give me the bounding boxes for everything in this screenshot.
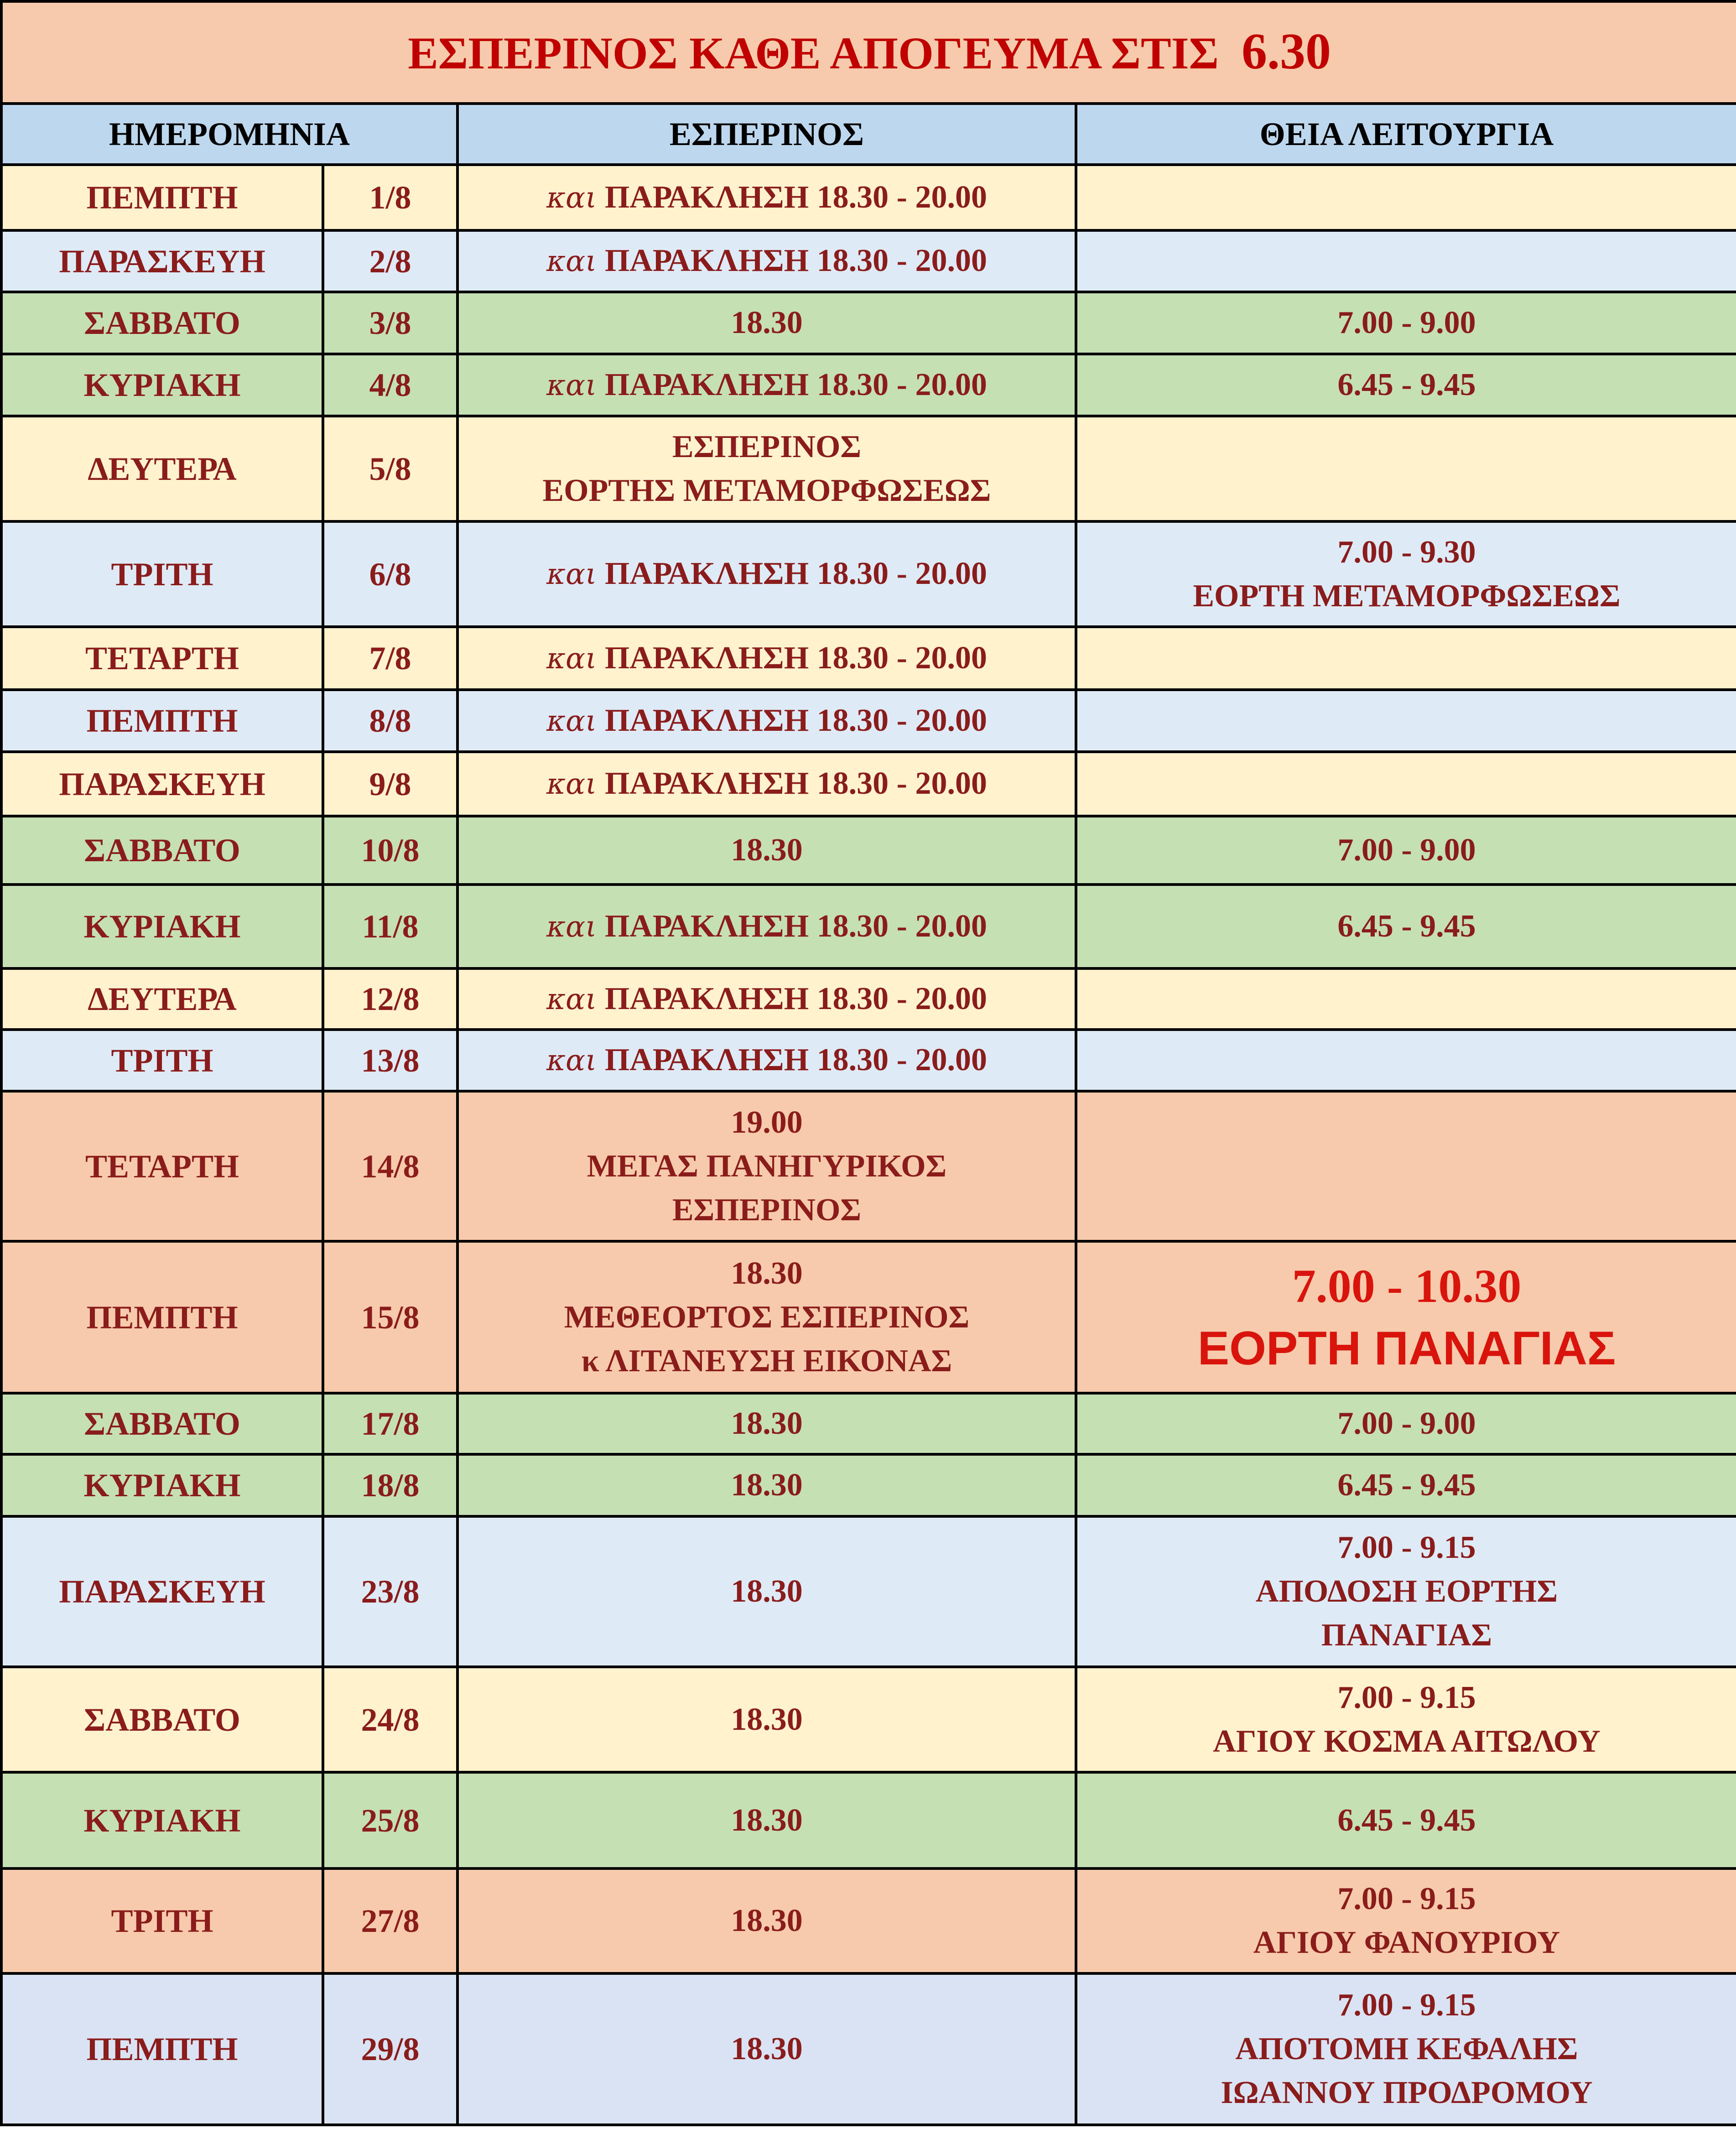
date-cell: 3/8	[323, 292, 457, 354]
date-cell: 4/8	[323, 354, 457, 416]
vespers-line	[463, 1570, 1070, 1613]
schedule-row	[1, 416, 1736, 521]
vespers-cell	[457, 627, 1076, 690]
vespers-line	[463, 1038, 1070, 1083]
date-cell: 1/8	[323, 165, 457, 230]
date-cell: 9/8	[323, 752, 457, 816]
schedule-row	[1, 1091, 1736, 1241]
liturgy-cell	[1076, 1973, 1736, 2125]
liturgy-line: 6.45 - 9.45	[1337, 367, 1476, 402]
liturgy-line: ΑΠΟΔΟΣΗ ΕΟΡΤΗΣ	[1255, 1574, 1558, 1609]
title-text: ΕΣΠΕΡΙΝΟΣ ΚΑΘΕ ΑΠΟΓΕΥΜΑ ΣΤΙΣ	[408, 28, 1219, 78]
vespers-text: ΕΟΡΤΗΣ ΜΕΤΑΜΟΡΦΩΣΕΩΣ	[542, 473, 991, 508]
vespers-cell	[457, 1973, 1076, 2125]
schedule-row	[1, 1516, 1736, 1667]
liturgy-line: 7.00 - 9.15	[1337, 1680, 1476, 1715]
date-cell: 2/8	[323, 230, 457, 292]
schedule-row	[1, 627, 1736, 690]
date-cell: 18/8	[323, 1454, 457, 1516]
liturgy-cell	[1076, 1454, 1736, 1516]
vespers-cell	[457, 1772, 1076, 1868]
vespers-text: ΠΑΡΑΚΛΗΣΗ 18.30 - 20.00	[604, 766, 987, 801]
vespers-text: 18.30	[731, 1468, 803, 1503]
vespers-line	[463, 1296, 1070, 1339]
vespers-line	[463, 636, 1070, 681]
day-cell: ΣΑΒΒΑΤΟ	[1, 1667, 323, 1772]
liturgy-cell	[1076, 885, 1736, 968]
liturgy-cell	[1076, 1772, 1736, 1868]
schedule-row	[1, 1241, 1736, 1393]
vespers-line	[463, 828, 1070, 872]
date-cell: 24/8	[323, 1667, 457, 1772]
day-cell: ΤΕΤΑΡΤΗ	[1, 1091, 323, 1241]
vespers-text: 18.30	[731, 2031, 803, 2066]
vespers-cell	[457, 521, 1076, 627]
schedule-row	[1, 752, 1736, 816]
header-date: ΗΜΕΡΟΜΗΝΙΑ	[1, 104, 457, 165]
vespers-text: ΠΑΡΑΚΛΗΣΗ 18.30 - 20.00	[604, 367, 987, 402]
vespers-line	[463, 977, 1070, 1021]
liturgy-cell	[1076, 1393, 1736, 1454]
vespers-text: 18.30	[731, 833, 803, 868]
vespers-line	[463, 1188, 1070, 1232]
date-cell: 25/8	[323, 1772, 457, 1868]
vespers-text: 18.30	[731, 1702, 803, 1737]
day-cell: ΤΕΤΑΡΤΗ	[1, 627, 323, 690]
vespers-line	[463, 301, 1070, 345]
date-cell: 8/8	[323, 690, 457, 752]
schedule-row	[1, 1772, 1736, 1868]
title-row	[1, 1, 1736, 104]
vespers-cell	[457, 1241, 1076, 1393]
liturgy-line: 7.00 - 9.00	[1337, 1406, 1476, 1441]
vespers-line	[463, 552, 1070, 596]
liturgy-line: ΑΠΟΤΟΜΗ ΚΕΦΑΛΗΣ	[1235, 2031, 1578, 2066]
liturgy-line: ΑΓΙΟΥ ΚΟΣΜΑ ΑΙΤΩΛΟΥ	[1213, 1723, 1601, 1759]
vespers-text: ΕΣΠΕΡΙΝΟΣ	[672, 1192, 862, 1228]
liturgy-cell	[1076, 752, 1736, 816]
vespers-line	[463, 762, 1070, 806]
vespers-cell	[457, 1868, 1076, 1973]
liturgy-cell	[1076, 354, 1736, 416]
vespers-text: ΠΑΡΑΚΛΗΣΗ 18.30 - 20.00	[604, 1042, 987, 1077]
date-cell: 27/8	[323, 1868, 457, 1973]
vespers-cell	[457, 885, 1076, 968]
kai-prefix: και	[546, 641, 597, 676]
vespers-text: κ ΛΙΤΑΝΕΥΣΗ ΕΙΚΟΝΑΣ	[581, 1343, 952, 1379]
kai-prefix: και	[546, 368, 597, 402]
header-vespers: ΕΣΠΕΡΙΝΟΣ	[457, 104, 1076, 165]
schedule-row	[1, 1973, 1736, 2125]
date-cell: 14/8	[323, 1091, 457, 1241]
day-cell: ΔΕΥΤΕΡΑ	[1, 968, 323, 1030]
liturgy-line: 7.00 - 9.00	[1337, 833, 1476, 868]
schedule-row	[1, 968, 1736, 1030]
date-cell: 15/8	[323, 1241, 457, 1393]
vespers-cell	[457, 292, 1076, 354]
kai-prefix: και	[546, 245, 597, 278]
vespers-text: 18.30	[731, 1574, 803, 1609]
date-cell: 10/8	[323, 816, 457, 885]
schedule-row	[1, 1393, 1736, 1454]
kai-prefix: και	[546, 982, 597, 1016]
liturgy-line: 6.45 - 9.45	[1337, 1468, 1476, 1503]
liturgy-cell	[1076, 690, 1736, 752]
liturgy-line: 7.00 - 9.15	[1337, 1530, 1476, 1565]
vespers-cell	[457, 1667, 1076, 1772]
vespers-text: 18.30	[731, 305, 803, 340]
schedule-row	[1, 354, 1736, 416]
liturgy-cell	[1076, 416, 1736, 521]
vespers-text: 18.30	[731, 1802, 803, 1838]
day-cell: ΠΑΡΑΣΚΕΥΗ	[1, 752, 323, 816]
liturgy-line: 7.00 - 9.15	[1337, 1988, 1476, 2023]
kai-prefix: και	[546, 910, 597, 944]
day-cell: ΚΥΡΙΑΚΗ	[1, 885, 323, 968]
vespers-line	[463, 1698, 1070, 1742]
vespers-line	[463, 1899, 1070, 1943]
day-cell: ΚΥΡΙΑΚΗ	[1, 1454, 323, 1516]
day-cell: ΚΥΡΙΑΚΗ	[1, 1772, 323, 1868]
liturgy-line: 7.00 - 9.15	[1337, 1881, 1476, 1916]
liturgy-line: 7.00 - 9.00	[1337, 305, 1476, 340]
vespers-line	[463, 469, 1070, 513]
schedule-row	[1, 1454, 1736, 1516]
vespers-cell	[457, 1454, 1076, 1516]
vespers-text: 18.30	[731, 1406, 803, 1441]
schedule-row	[1, 885, 1736, 968]
day-cell: ΔΕΥΤΕΡΑ	[1, 416, 323, 521]
liturgy-line: ΠΑΝΑΓΙΑΣ	[1321, 1618, 1492, 1653]
day-cell: ΠΕΜΠΤΗ	[1, 1241, 323, 1393]
vespers-text: ΕΣΠΕΡΙΝΟΣ	[672, 429, 862, 464]
vespers-line	[463, 1463, 1070, 1507]
day-cell: ΠΕΜΠΤΗ	[1, 690, 323, 752]
schedule-row	[1, 292, 1736, 354]
vespers-text: 18.30	[731, 1903, 803, 1938]
day-cell: ΤΡΙΤΗ	[1, 1030, 323, 1091]
vespers-line	[463, 1799, 1070, 1842]
kai-prefix: και	[546, 181, 597, 215]
day-cell: ΣΑΒΒΑΤΟ	[1, 292, 323, 354]
liturgy-line: 6.45 - 9.45	[1337, 909, 1476, 944]
vespers-line	[463, 905, 1070, 949]
day-cell: ΣΑΒΒΑΤΟ	[1, 1393, 323, 1454]
day-cell: ΚΥΡΙΑΚΗ	[1, 354, 323, 416]
schedule-row	[1, 165, 1736, 230]
vespers-line	[463, 425, 1070, 469]
vespers-line	[463, 1145, 1070, 1188]
date-cell: 13/8	[323, 1030, 457, 1091]
vespers-line	[463, 176, 1070, 220]
liturgy-line: ΙΩΑΝΝΟΥ ΠΡΟΔΡΟΜΟΥ	[1221, 2075, 1593, 2110]
title-time: 6.30	[1241, 23, 1331, 80]
date-cell: 23/8	[323, 1516, 457, 1667]
vespers-cell	[457, 1516, 1076, 1667]
vespers-text: 18.30	[731, 1255, 803, 1291]
vespers-text: ΜΕΘΕΟΡΤΟΣ ΕΣΠΕΡΙΝΟΣ	[564, 1299, 970, 1335]
vespers-cell	[457, 816, 1076, 885]
day-cell: ΤΡΙΤΗ	[1, 1868, 323, 1973]
kai-prefix: και	[546, 1044, 597, 1077]
vespers-cell	[457, 1393, 1076, 1454]
vespers-line	[463, 1101, 1070, 1145]
liturgy-line: 7.00 - 10.30	[1292, 1259, 1522, 1312]
date-cell: 6/8	[323, 521, 457, 627]
vespers-line	[463, 2027, 1070, 2071]
kai-prefix: και	[546, 767, 597, 801]
kai-prefix: και	[546, 704, 597, 738]
vespers-text: ΜΕΓΑΣ ΠΑΝΗΓΥΡΙΚΟΣ	[587, 1148, 947, 1184]
schedule-row	[1, 521, 1736, 627]
vespers-line	[463, 239, 1070, 283]
date-cell: 17/8	[323, 1393, 457, 1454]
liturgy-cell	[1076, 1030, 1736, 1091]
vespers-cell	[457, 354, 1076, 416]
schedule-row	[1, 1868, 1736, 1973]
liturgy-line: ΕΟΡΤΗ ΠΑΝΑΓΙΑΣ	[1197, 1322, 1616, 1375]
vespers-cell	[457, 690, 1076, 752]
vespers-text: ΠΑΡΑΚΛΗΣΗ 18.30 - 20.00	[604, 640, 987, 676]
liturgy-line: 6.45 - 9.45	[1337, 1802, 1476, 1838]
schedule-row	[1, 230, 1736, 292]
liturgy-cell	[1076, 165, 1736, 230]
vespers-cell	[457, 230, 1076, 292]
liturgy-cell	[1076, 1516, 1736, 1667]
vespers-line	[463, 699, 1070, 743]
date-cell: 29/8	[323, 1973, 457, 2125]
vespers-text: ΠΑΡΑΚΛΗΣΗ 18.30 - 20.00	[604, 179, 987, 215]
day-cell: ΤΡΙΤΗ	[1, 521, 323, 627]
day-cell: ΣΑΒΒΑΤΟ	[1, 816, 323, 885]
vespers-text: ΠΑΡΑΚΛΗΣΗ 18.30 - 20.00	[604, 981, 987, 1016]
schedule-row	[1, 1030, 1736, 1091]
day-cell: ΠΑΡΑΣΚΕΥΗ	[1, 230, 323, 292]
liturgy-cell	[1076, 521, 1736, 627]
liturgy-line: 7.00 - 9.30	[1337, 534, 1476, 570]
header-liturgy: ΘΕΙΑ ΛΕΙΤΟΥΡΓΙΑ	[1076, 104, 1736, 165]
vespers-cell	[457, 968, 1076, 1030]
vespers-text: ΠΑΡΑΚΛΗΣΗ 18.30 - 20.00	[604, 243, 987, 278]
vespers-line	[463, 1339, 1070, 1383]
liturgy-cell	[1076, 1667, 1736, 1772]
vespers-text: ΠΑΡΑΚΛΗΣΗ 18.30 - 20.00	[604, 908, 987, 944]
date-cell: 7/8	[323, 627, 457, 690]
vespers-cell	[457, 416, 1076, 521]
vespers-cell	[457, 1091, 1076, 1241]
liturgy-cell	[1076, 292, 1736, 354]
schedule-row	[1, 1667, 1736, 1772]
liturgy-cell	[1076, 1868, 1736, 1973]
kai-prefix: και	[546, 557, 597, 591]
liturgy-line: ΕΟΡΤΗ ΜΕΤΑΜΟΡΦΩΣΕΩΣ	[1193, 578, 1621, 614]
liturgy-line: ΑΓΙΟΥ ΦΑΝΟΥΡΙΟΥ	[1253, 1925, 1560, 1960]
day-cell: ΠΑΡΑΣΚΕΥΗ	[1, 1516, 323, 1667]
date-cell: 12/8	[323, 968, 457, 1030]
vespers-line	[463, 1252, 1070, 1296]
schedule-row	[1, 816, 1736, 885]
liturgy-cell	[1076, 1241, 1736, 1393]
vespers-text: ΠΑΡΑΚΛΗΣΗ 18.30 - 20.00	[604, 703, 987, 738]
vespers-line	[463, 1402, 1070, 1446]
liturgy-cell	[1076, 1091, 1736, 1241]
liturgy-cell	[1076, 230, 1736, 292]
liturgy-cell	[1076, 627, 1736, 690]
schedule-row	[1, 690, 1736, 752]
liturgy-cell	[1076, 816, 1736, 885]
schedule-title	[1, 1, 1736, 104]
date-cell: 5/8	[323, 416, 457, 521]
vespers-cell	[457, 165, 1076, 230]
day-cell: ΠΕΜΠΤΗ	[1, 165, 323, 230]
liturgy-cell	[1076, 968, 1736, 1030]
vespers-text: 19.00	[731, 1104, 803, 1140]
vespers-cell	[457, 752, 1076, 816]
vespers-cell	[457, 1030, 1076, 1091]
date-cell: 11/8	[323, 885, 457, 968]
vespers-text: ΠΑΡΑΚΛΗΣΗ 18.30 - 20.00	[604, 556, 987, 591]
header-row	[1, 104, 1736, 165]
day-cell: ΠΕΜΠΤΗ	[1, 1973, 323, 2125]
vespers-line	[463, 363, 1070, 407]
